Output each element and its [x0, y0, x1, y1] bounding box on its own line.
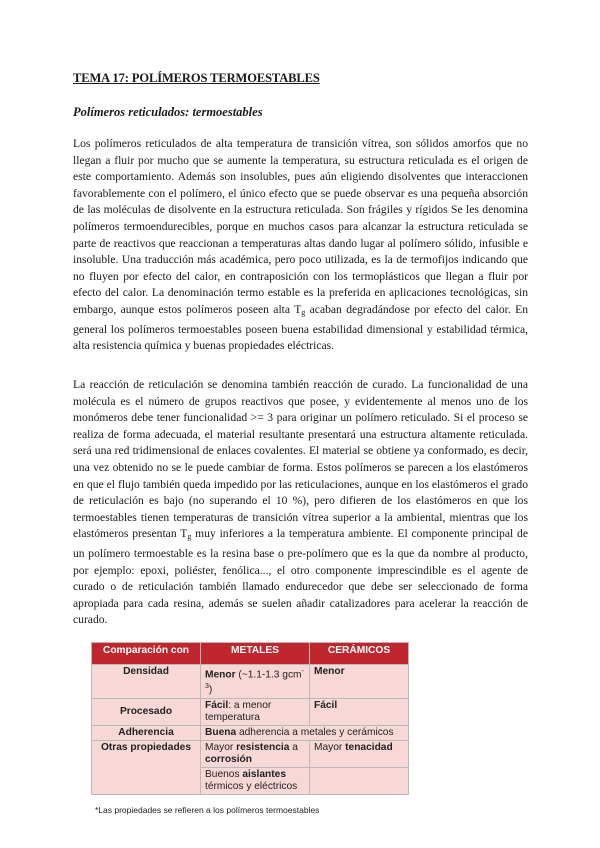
header-metales: METALES [201, 643, 310, 665]
cell-otras-metales [201, 740, 310, 767]
table-footnote: *Las propiedades se refieren a los polímeros termoestables [95, 805, 320, 815]
cell-bold: Fácil [205, 699, 229, 711]
cell-densidad-ceramicos [310, 665, 409, 699]
cell-bold: Menor [205, 669, 236, 681]
cell-text: Buenos [205, 768, 243, 780]
cell-text: : a menor temperatura [205, 699, 272, 723]
cell-bold: tenacidad [345, 741, 393, 753]
tg-subscript: g [301, 307, 306, 317]
table-header-row [92, 643, 409, 665]
cell-text: Mayor [205, 741, 237, 753]
paragraph-1-text-a: Los polímeros reticulados de alta temperatura de transición vítrea, son sólidos amorfos que no llegan a fluir por mucho que se aumente la temperatura, su estructura reticulada es el origen de este comportamiento. Además son insolubles, pues aún eligiendo disolventes que interaccionen favorablemente con el polímero, el único efecto que se puede observar es una pequeña absorción de las moléculas de disolvente en la estructura reticulada. Son frágiles y rígidos Se les denomina polímeros termoendurecibles, porque en muchos casos para alcanzar la estructura reticulada se parte de reactivos que reaccionan a temperaturas altas dando lugar al polímero sólido, infusible e insoluble. Una traducción más académica, pero poco utilizada, es la de termofijos indicando que no fluyen por efecto del calor, en contraposición con los termoplásticos que llegan a fluir por efecto del calor. La denominación termo estable es la preferida en aplicaciones tecnológicas, sin embargo, aunque estos polímeros poseen alta T [73, 137, 528, 316]
header-comparacion: Comparación con [92, 643, 201, 665]
table-row [92, 740, 409, 767]
row-label-adherencia: Adherencia [92, 725, 201, 740]
cell-bold: corrosión [205, 753, 252, 765]
cell-text: (~1.1-1.3 gcm [235, 669, 302, 681]
cell-text: térmicos y eléctricos [205, 780, 298, 792]
cell-bold: Buena [205, 726, 237, 738]
cell-text: adherencia a metales y cerámicos [236, 726, 394, 738]
table-row [92, 725, 409, 740]
cell-otras-ceramicos [310, 740, 409, 767]
cell-text: Mayor [314, 741, 346, 753]
cell-otras2-ceramicos [310, 767, 409, 794]
cell-otras2-metales [201, 767, 310, 794]
cell-text: a [289, 741, 298, 753]
table-row [92, 665, 409, 699]
page-title: TEMA 17: POLÍMEROS TERMOESTABLES [73, 71, 320, 85]
row-label-densidad: Densidad [92, 665, 201, 699]
paragraph-2-text-a: La reacción de reticulación se denomina también reacción de curado. La funcionalidad de una molécula es el número de grupos reactivos que posee, y evidentemente al menos uno de los monómeros debe tener funcionalidad >= 3 para originar un polímero reticulado. Si el proceso se realiza de forma adecuada, el material resultante presentará una estructura altamente reticulada. será una red tridimensional de enlaces covalentes. El material se obtiene ya conformado, es decir, una vez obtenido no se le puede cambiar de forma. Estos polímeros se parecen a los elastómeros en que el flujo también queda impedido por las reticulaciones, aunque en los elastómeros el grado de reticulación es bajo (no superando el 10 %), pero difieren de los elastómeros en que los termoestables tienen temperaturas de transición vítrea superior a la ambiental, mientras que los elastómeros presentan T [73, 378, 528, 541]
comparison-table [91, 642, 409, 795]
row-label-otras: Otras propiedades [92, 740, 201, 794]
header-ceramicos: CERÁMICOS [310, 643, 409, 665]
cell-bold: resistencia [236, 741, 290, 753]
cell-bold: aislantes [242, 768, 286, 780]
paragraph-1-text-b: acaban degradándose por efecto del calor. En general los polímeros termoestables poseen buena estabilidad dimensional y estabilidad térmica, alta resistencia química y buenas propiedades eléctricas. [73, 302, 528, 353]
tg-subscript: g [187, 532, 192, 542]
cell-procesado-metales [201, 698, 310, 725]
cell-sup: -3 [205, 668, 304, 691]
cell-bold: Fácil [314, 699, 338, 711]
section-subtitle: Polímeros reticulados: termoestables [73, 105, 263, 119]
cell-procesado-ceramicos [310, 698, 409, 725]
paragraph-2 [73, 377, 528, 629]
table-row [92, 698, 409, 725]
cell-densidad-metales [201, 665, 310, 699]
row-label-procesado: Procesado [92, 698, 201, 725]
cell-text-end: ) [208, 684, 213, 696]
cell-bold: Menor [314, 666, 345, 677]
paragraph-1 [73, 136, 528, 355]
cell-adherencia [201, 725, 409, 740]
paragraph-2-text-b: muy inferiores a la temperatura ambiente. El componente principal de un polímero termoestable es la resina base o pre-polímero que es la que da nombre al producto, por ejemplo: epoxi, poliéster, fenólica..., el otro componente imprescindible es el agente de curado o de reticulación también llamado endurecedor que debe ser seleccionado de forma apropiada para cada resina, además se suelen añadir catalizadores para acelerar la reacción de curado. [73, 527, 528, 627]
